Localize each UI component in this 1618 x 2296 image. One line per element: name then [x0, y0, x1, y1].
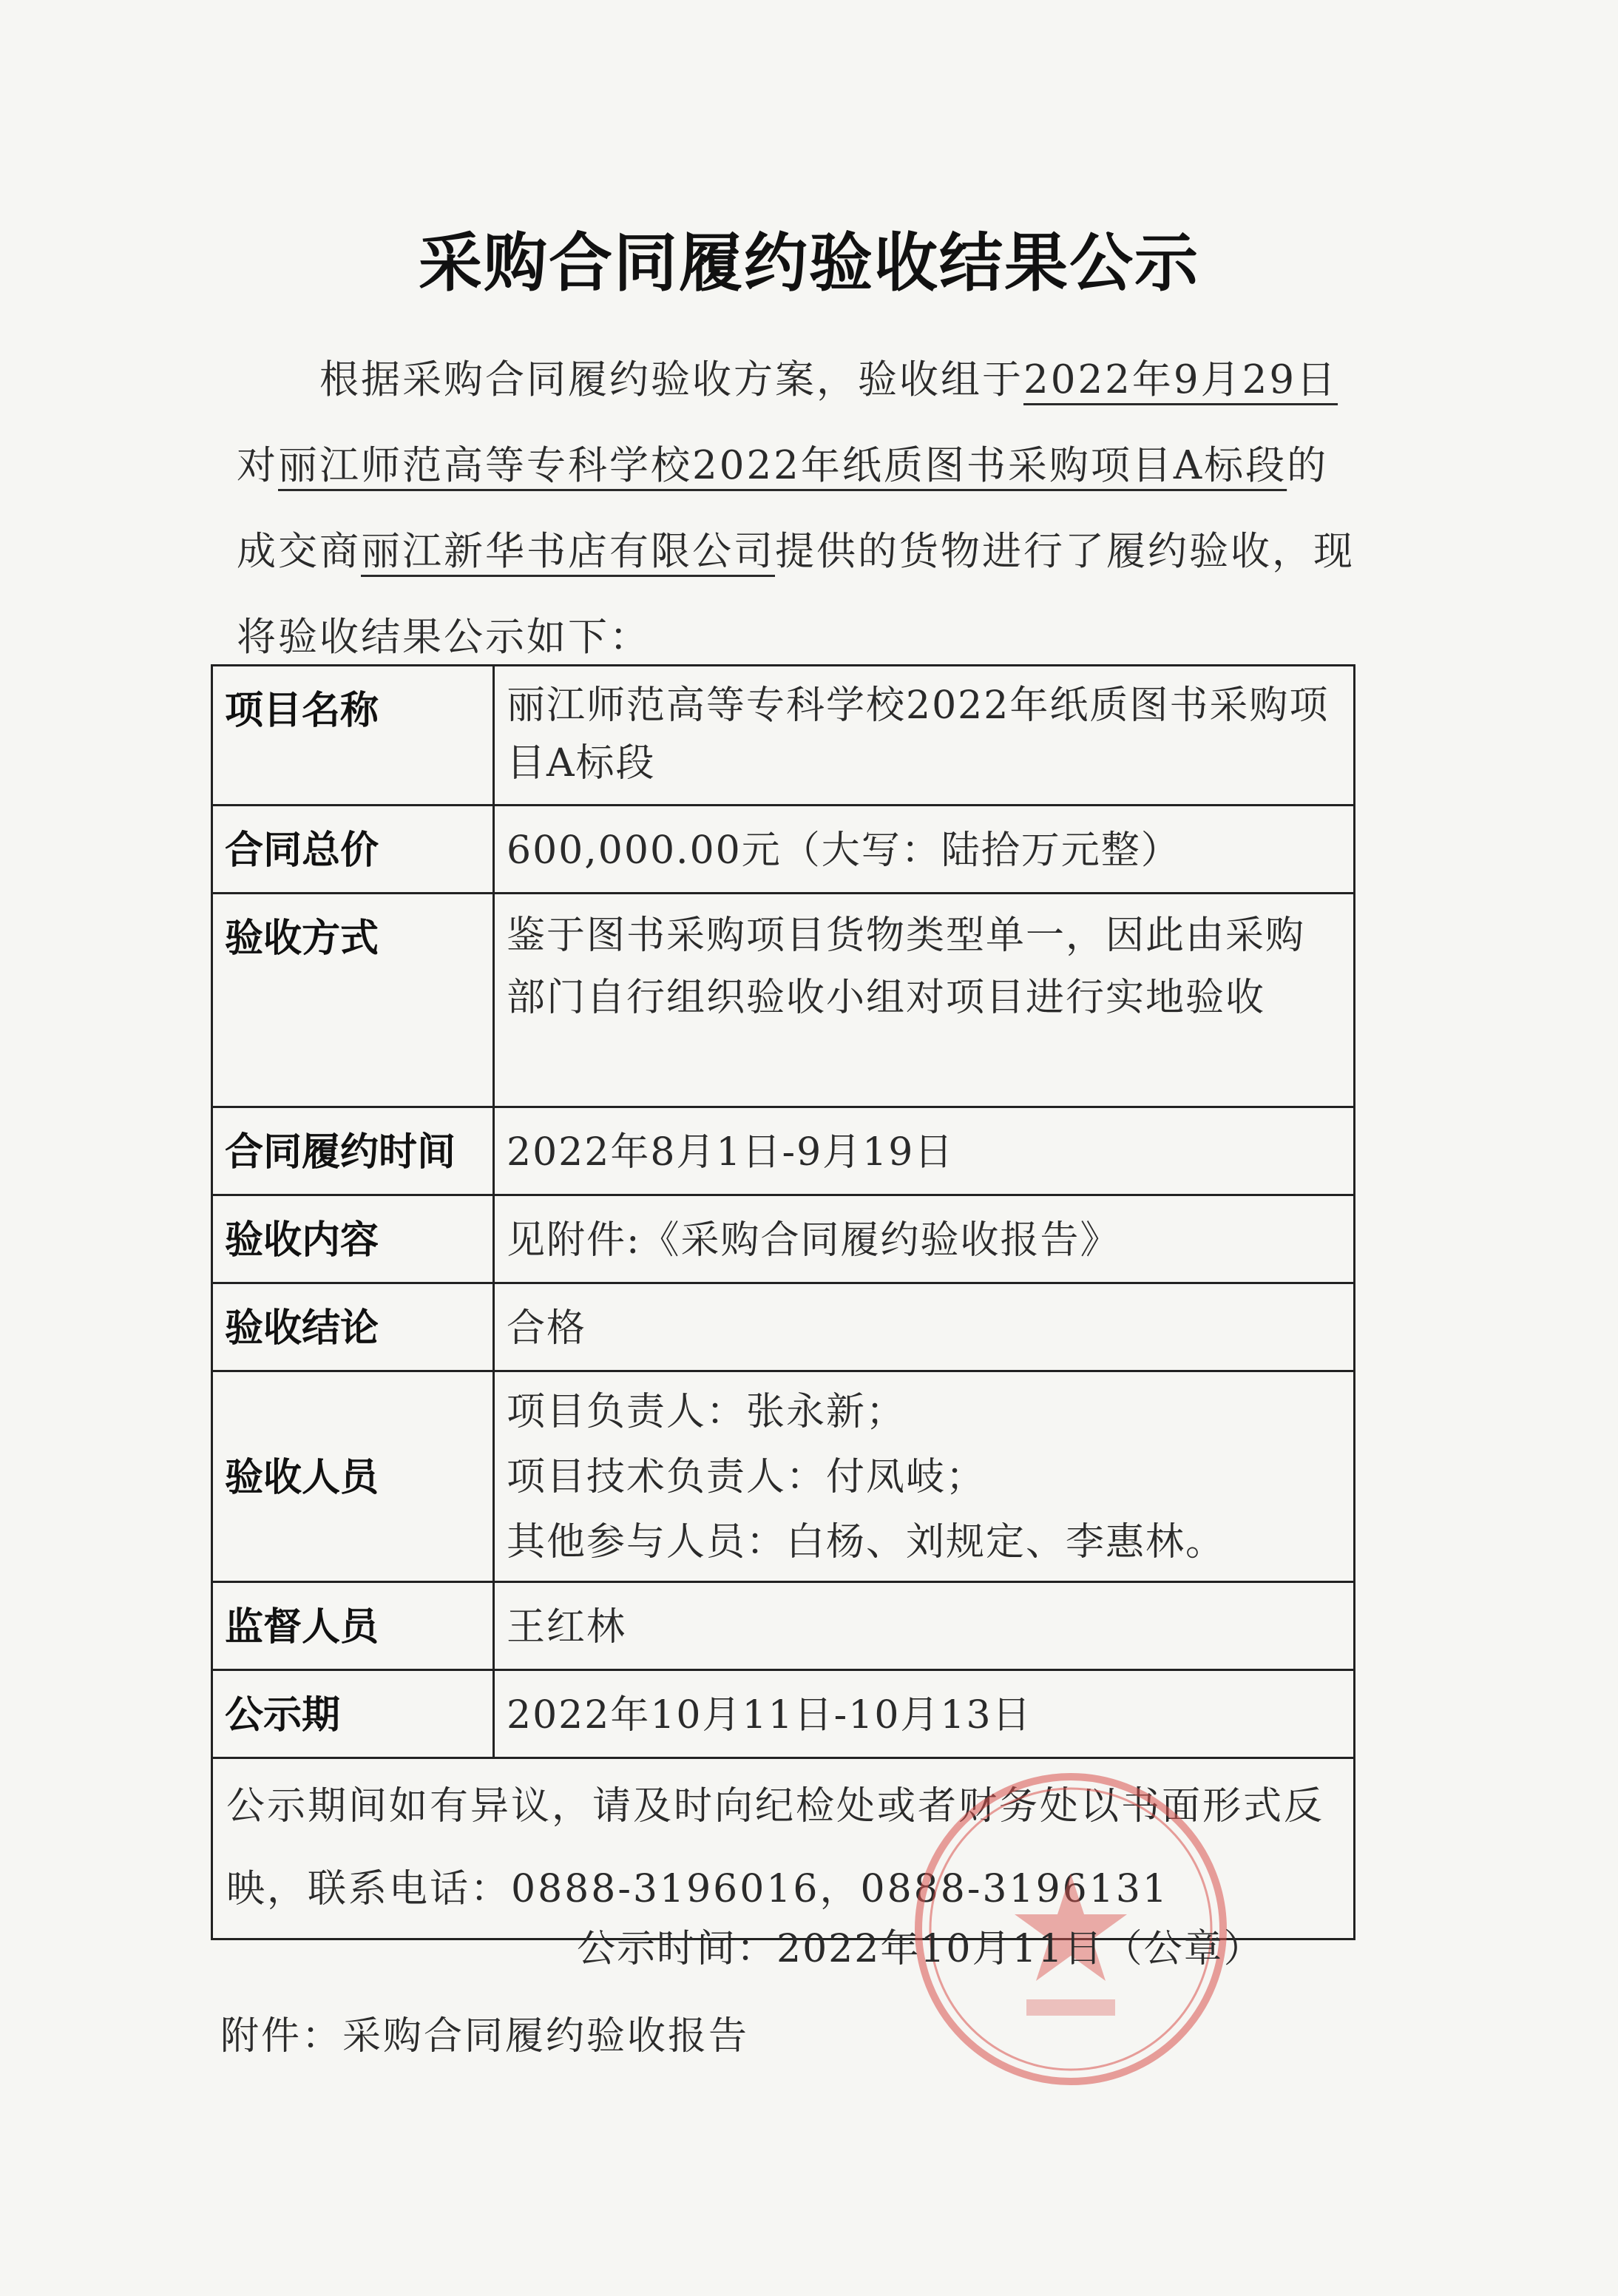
project-name-underlined: 丽江师范高等专科学校2022年纸质图书采购项目A标段 — [278, 443, 1287, 488]
acceptance-conclusion-label: 验收结论 — [225, 1306, 379, 1351]
acceptance-content-label: 验收内容 — [225, 1218, 379, 1263]
intro-paragraph — [237, 337, 1361, 681]
supervisor-value: 王红林 — [507, 1605, 627, 1650]
project-name-label: 项目名称 — [225, 689, 379, 733]
publish-time: 公示时间：2022年10月11日（公章） — [577, 1927, 1264, 1971]
intro-text-3: 的成交商 — [237, 443, 1329, 574]
acceptance-content-value: 见附件:《采购合同履约验收报告》 — [507, 1218, 1120, 1263]
contract-price-label: 合同总价 — [225, 828, 379, 873]
supplier-name: 丽江新华书店有限公司 — [361, 529, 775, 574]
table-row — [212, 1283, 1355, 1371]
supervisor-label: 监督人员 — [225, 1605, 379, 1650]
personnel-line: 项目技术负责人：付凤岐； — [507, 1455, 986, 1499]
acceptance-date: 2022年9月29日 — [1023, 357, 1338, 402]
attachment-note: 附件：采购合同履约验收报告 — [220, 2014, 750, 2059]
acceptance-personnel-label: 验收人员 — [225, 1456, 379, 1500]
intro-text-4: 提供的货物进行了履约验收，现将验收结果公示如下： — [237, 529, 1355, 660]
project-name-value: 丽江师范高等专科学校2022年纸质图书采购项目A标段 — [507, 683, 1330, 786]
objection-note: 公示期间如有异议，请及时向纪检处或者财务处以书面形式反映，联系电话：0888-3196016，0888-3196131 — [212, 1758, 1355, 1939]
acceptance-table — [211, 664, 1355, 1940]
contract-period-label: 合同履约时间 — [225, 1130, 456, 1175]
table-row — [212, 1195, 1355, 1283]
table-row — [212, 1670, 1355, 1758]
table-row — [212, 1371, 1355, 1582]
page-title: 采购合同履约验收结果公示 — [419, 226, 1199, 300]
personnel-line: 其他参与人员：白杨、刘规定、李惠林。 — [507, 1520, 1226, 1564]
acceptance-method-label: 验收方式 — [225, 916, 379, 961]
personnel-line: 项目负责人：张永新； — [507, 1390, 907, 1434]
contract-price-value: 600,000.00元（大写：陆拾万元整） — [507, 828, 1181, 873]
table-row — [212, 1107, 1355, 1195]
contract-period-value: 2022年8月1日-9月19日 — [507, 1130, 955, 1175]
table-row — [212, 894, 1355, 1107]
publicity-period-value: 2022年10月11日-10月13日 — [507, 1693, 1032, 1738]
acceptance-method-value: 鉴于图书采购项目货物类型单一，因此由采购部门自行组织验收小组对项目进行实地验收 — [507, 914, 1306, 1020]
table-row — [212, 806, 1355, 894]
table-row — [212, 1582, 1355, 1670]
publicity-period-label: 公示期 — [225, 1693, 341, 1738]
acceptance-conclusion-value: 合格 — [507, 1306, 587, 1351]
intro-text-1: 根据采购合同履约验收方案，验收组于 — [319, 357, 1023, 402]
table-row — [212, 666, 1355, 806]
intro-text-2: 对 — [237, 443, 278, 488]
